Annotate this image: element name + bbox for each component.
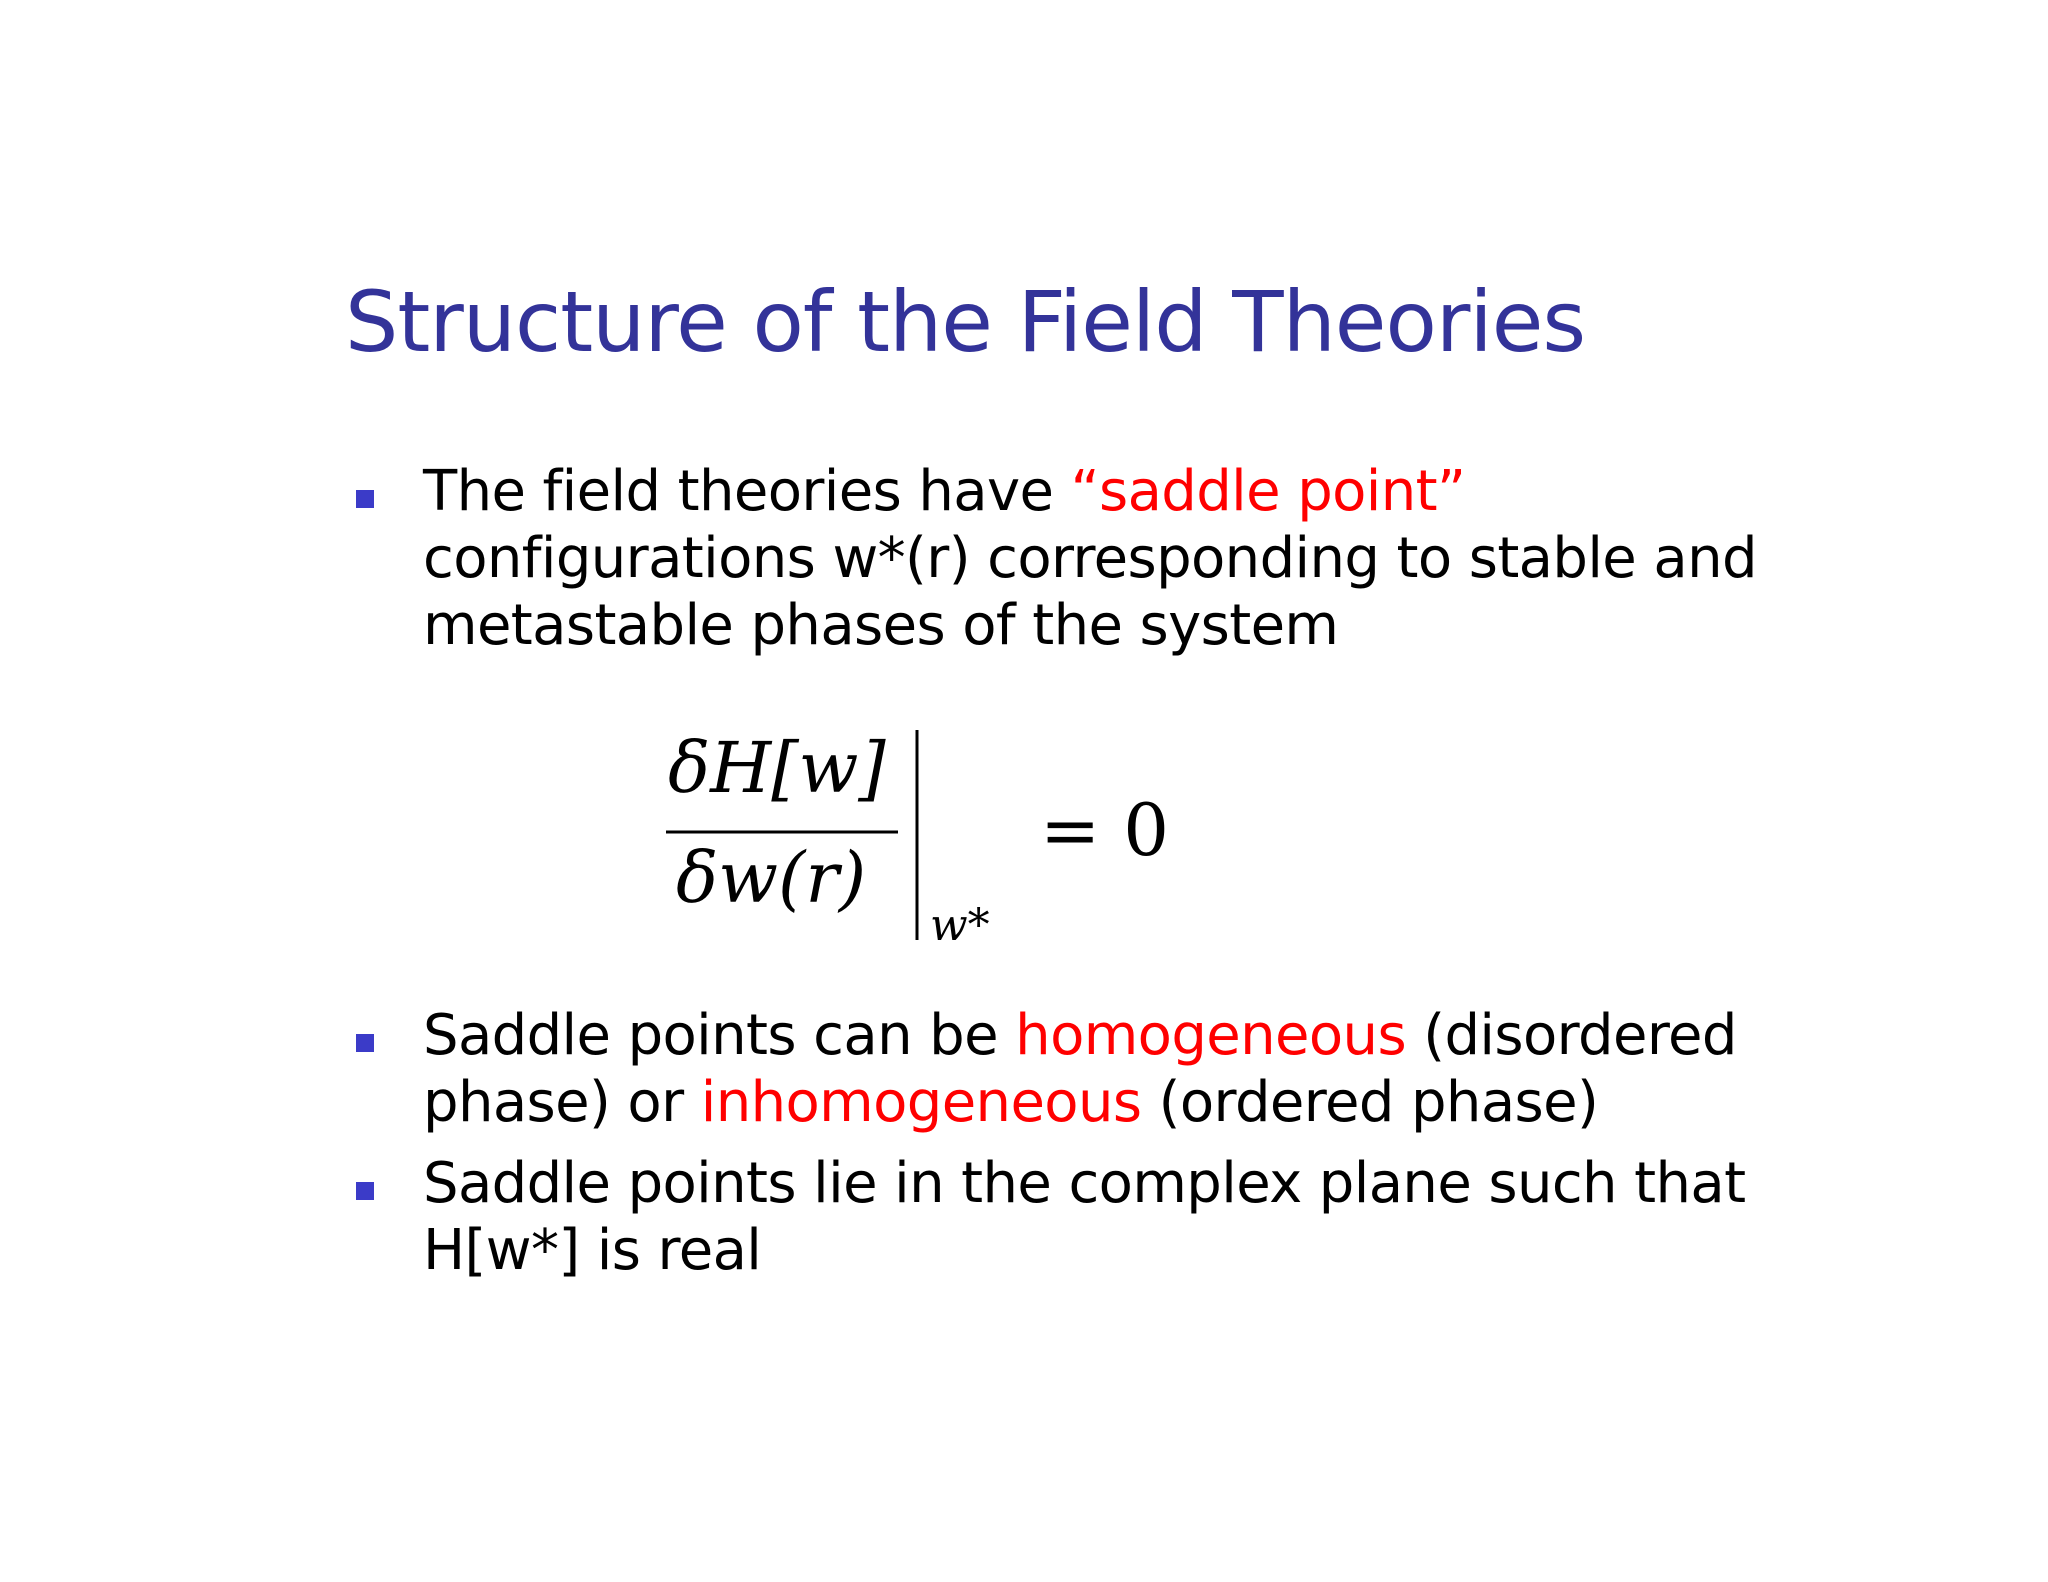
equation-numerator: δH[w] [668, 727, 886, 809]
highlight-text: “saddle point” [1070, 459, 1466, 524]
equation-subscript: w* [930, 900, 990, 951]
bullet-2-line-1 [423, 1002, 1823, 1069]
bullet-text-2 [423, 1002, 1823, 1136]
bullet-text-3 [423, 1150, 1823, 1284]
highlight-text: inhomogeneous [700, 1070, 1142, 1135]
bullet-3-line-2 [423, 1217, 1823, 1284]
bullet-marker-icon [356, 1182, 374, 1200]
bullet-2-line-2 [423, 1069, 1823, 1136]
bullet-1-line-3 [423, 592, 1823, 659]
text-run: Saddle points can be [423, 1003, 1016, 1068]
text-run: (disordered [1406, 1003, 1737, 1068]
bullet-marker-icon [356, 1034, 374, 1052]
bullet-text-1 [423, 458, 1823, 659]
slide-title: Structure of the Field Theories [345, 273, 1586, 371]
bullet-1-line-1 [423, 458, 1823, 525]
equation-rhs: = 0 [1040, 788, 1170, 872]
saddle-point-equation [650, 720, 1210, 960]
text-run: The field theories have [423, 459, 1071, 524]
bullet-1-line-2 [423, 525, 1823, 592]
text-run: (ordered phase) [1141, 1070, 1599, 1135]
highlight-text: homogeneous [1015, 1003, 1407, 1068]
text-run: metastable phases of the system [423, 593, 1339, 658]
bullet-3-line-1 [423, 1150, 1823, 1217]
text-run: phase) or [423, 1070, 701, 1135]
bullet-marker-icon [356, 490, 374, 508]
text-run: configurations w*(r) corresponding to stable and [423, 526, 1757, 591]
text-run: Saddle points lie in the complex plane such that [423, 1151, 1746, 1216]
equation-denominator: δw(r) [676, 837, 867, 919]
text-run: H[w*] is real [423, 1218, 762, 1283]
